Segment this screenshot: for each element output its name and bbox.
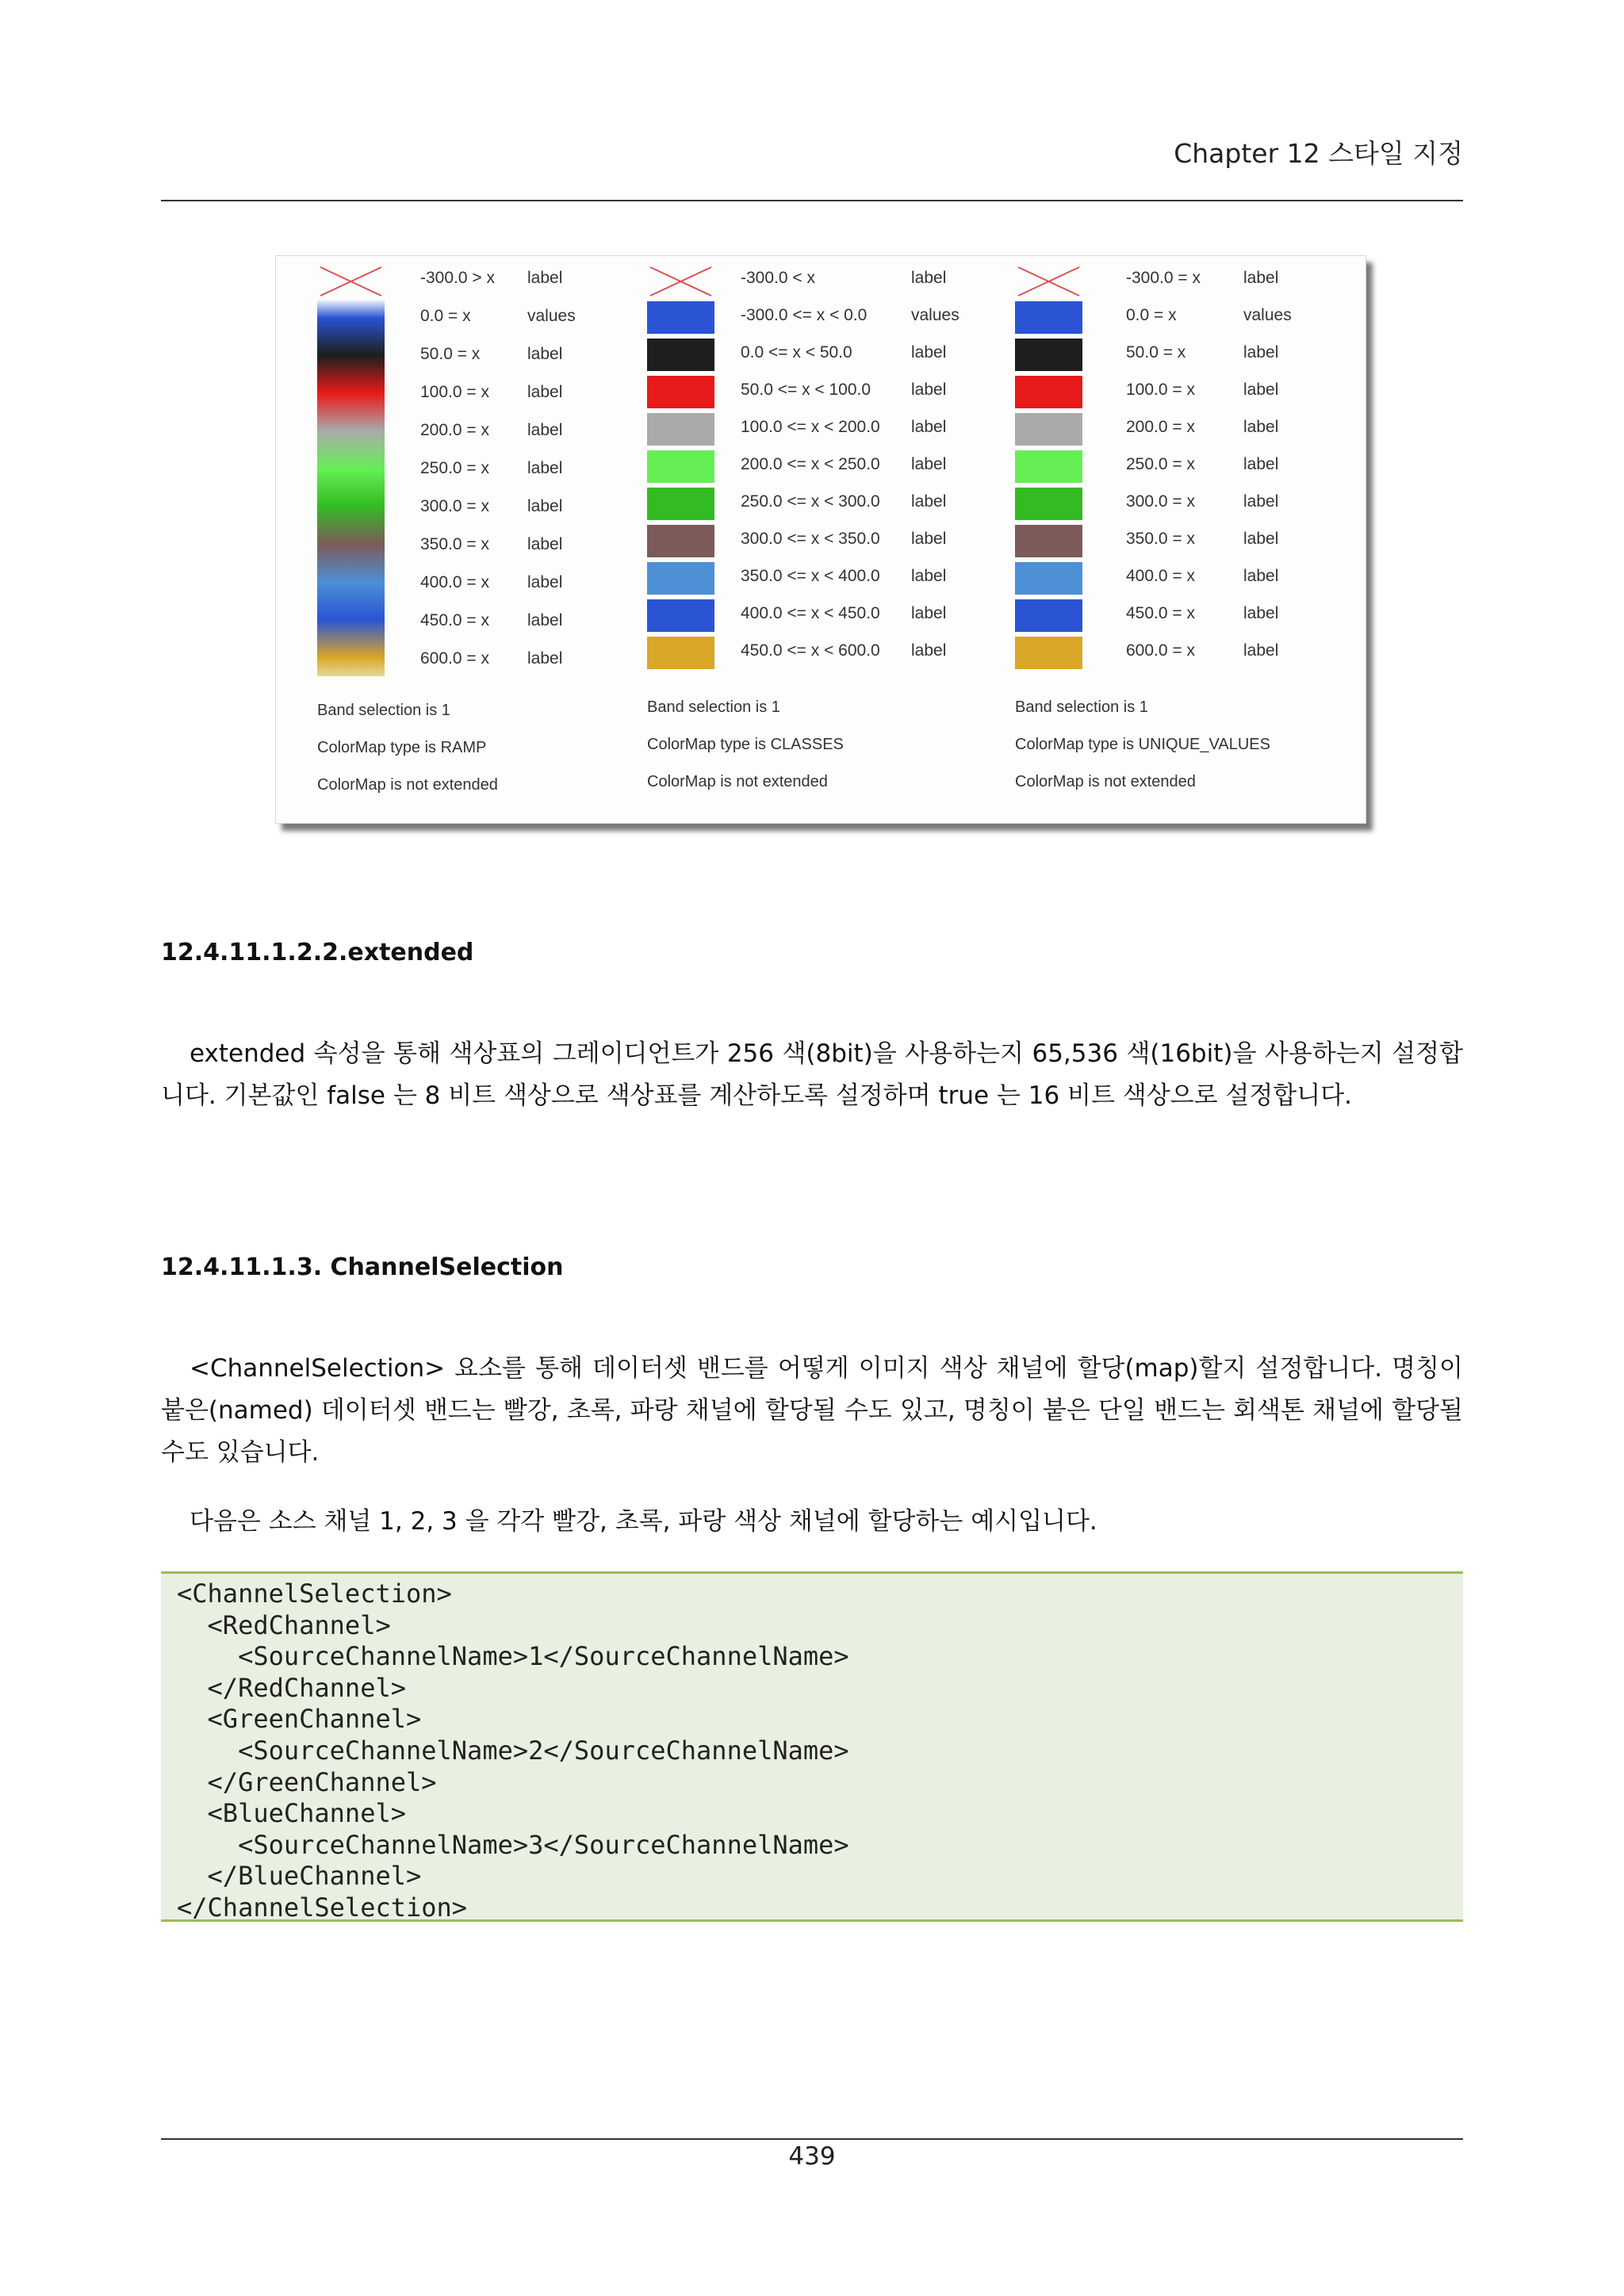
- legend-label: values: [1243, 306, 1292, 324]
- legend-row: [1015, 376, 1348, 413]
- legend-label: label: [911, 530, 947, 548]
- legend-label: label: [527, 459, 563, 477]
- legend-label: label: [527, 535, 563, 553]
- color-swatch: [1015, 637, 1082, 669]
- code-line: <SourceChannelName>1</SourceChannelName>: [177, 1641, 849, 1672]
- color-swatch: [1015, 525, 1082, 557]
- legend-row: [1015, 562, 1348, 599]
- legend-condition: 200.0 = x: [1126, 418, 1195, 436]
- legend-row: [647, 376, 980, 413]
- legend-row: [647, 562, 980, 599]
- legend-condition: 50.0 = x: [1126, 343, 1186, 362]
- legend-condition: 250.0 = x: [1126, 455, 1195, 473]
- legend-row: [1015, 599, 1348, 637]
- legend-condition: 450.0 = x: [1126, 604, 1195, 622]
- legend-row: [1015, 525, 1348, 562]
- legend-label: label: [911, 381, 947, 399]
- legend-condition: 300.0 <= x < 350.0: [741, 530, 880, 548]
- legend-label: label: [527, 345, 563, 363]
- paragraph-extended: extended 속성을 통해 색상표의 그레이디언트가 256 색(8bit)을 사용하는지 65,536 색(16bit)을 사용하는지 설정합니다. 기본값인 false 는 8 비트 색상으로 색상표를 계산하도록 설정하며 true 는 16 비트 색상으로 설정합니다.: [161, 1039, 1463, 1110]
- code-line: <RedChannel>: [177, 1609, 391, 1640]
- legend-label: label: [527, 573, 563, 591]
- color-swatch: [647, 413, 714, 446]
- color-swatch: [647, 301, 714, 334]
- color-swatch: [647, 525, 714, 557]
- legend-label: label: [1243, 269, 1279, 287]
- legend-row: [647, 413, 980, 450]
- legend-label: label: [911, 604, 947, 622]
- legend-row: [1015, 488, 1348, 525]
- legend-condition: 200.0 = x: [420, 421, 489, 439]
- color-swatch: [1015, 599, 1082, 632]
- legend-row: [647, 525, 980, 562]
- legend-label: label: [527, 383, 563, 401]
- color-swatch: [1015, 376, 1082, 408]
- legend-condition: 350.0 = x: [420, 535, 489, 553]
- colormap-legend-figure: [275, 255, 1366, 824]
- legend-label: values: [911, 306, 959, 324]
- code-line: <SourceChannelName>3</SourceChannelName>: [177, 1829, 849, 1860]
- no-data-x-icon: [317, 264, 385, 299]
- legend-info-text: ColorMap type is RAMP: [317, 739, 487, 756]
- legend-label: label: [1243, 641, 1279, 660]
- no-data-x-icon: [647, 264, 714, 299]
- legend-condition: 300.0 = x: [1126, 492, 1195, 511]
- color-swatch: [647, 450, 714, 483]
- legend-label: label: [911, 492, 947, 511]
- color-swatch: [1015, 488, 1082, 520]
- code-line: </RedChannel>: [177, 1672, 406, 1703]
- legend-label: label: [527, 269, 563, 287]
- code-line: <ChannelSelection>: [177, 1578, 452, 1609]
- legend-label: label: [1243, 530, 1279, 548]
- legend-condition: 350.0 = x: [1126, 530, 1195, 548]
- legend-label: label: [911, 418, 947, 436]
- legend-label: label: [911, 455, 947, 473]
- legend-condition: 300.0 = x: [420, 497, 489, 515]
- legend-condition: 450.0 <= x < 600.0: [741, 641, 880, 660]
- color-swatch: [1015, 301, 1082, 334]
- legend-label: label: [527, 421, 563, 439]
- color-swatch: [1015, 562, 1082, 595]
- legend-label: label: [1243, 567, 1279, 585]
- heading-channel-selection: 12.4.11.1.3. ChannelSelection: [161, 1253, 564, 1281]
- legend-info-text: ColorMap is not extended: [647, 773, 828, 790]
- legend-condition: 400.0 = x: [420, 573, 489, 591]
- legend-condition: 0.0 = x: [1126, 306, 1177, 324]
- color-swatch: [1015, 339, 1082, 371]
- legend-condition: 100.0 = x: [420, 383, 489, 401]
- legend-condition: 600.0 = x: [420, 649, 489, 668]
- legend-label: label: [1243, 343, 1279, 362]
- color-swatch: [647, 339, 714, 371]
- page-number: 439: [788, 2142, 836, 2171]
- code-block: [161, 1571, 1463, 1922]
- legend-condition: 200.0 <= x < 250.0: [741, 455, 880, 473]
- legend-condition: 450.0 = x: [420, 611, 489, 629]
- legend-condition: -300.0 <= x < 0.0: [741, 306, 868, 324]
- legend-info-text: ColorMap is not extended: [317, 776, 498, 794]
- legend-label: label: [527, 497, 563, 515]
- legend-row: [1015, 339, 1348, 376]
- legend-label: label: [911, 567, 947, 585]
- code-line: </GreenChannel>: [177, 1766, 437, 1797]
- legend-condition: -300.0 = x: [1126, 269, 1201, 287]
- legend-row: [317, 264, 579, 302]
- legend-row: [647, 264, 980, 301]
- paragraph-channel-selection: <ChannelSelection> 요소를 통해 데이터셋 밴드를 어떻게 이미지 색상 채널에 할당(map)할지 설정합니다. 명칭이 붙은(named) 데이터셋 밴드는 빨강, 초록, 파랑 채널에 할당될 수도 있고, 명칭이 붙은 단일 밴드는 회색톤 채널에 할당될 수도 있습니다.: [161, 1354, 1463, 1467]
- no-data-x-icon: [1015, 264, 1082, 299]
- color-swatch: [647, 488, 714, 520]
- heading-extended: 12.4.11.1.2.2.extended: [161, 939, 474, 966]
- legend-condition: -300.0 > x: [420, 269, 495, 287]
- legend-info-text: ColorMap is not extended: [1015, 773, 1196, 790]
- legend-row: [647, 599, 980, 637]
- legend-label: label: [527, 611, 563, 629]
- legend-info-text: Band selection is 1: [317, 702, 450, 719]
- legend-condition: 250.0 <= x < 300.0: [741, 492, 880, 511]
- legend-condition: 400.0 = x: [1126, 567, 1195, 585]
- code-line: </BlueChannel>: [177, 1861, 422, 1892]
- code-line: <GreenChannel>: [177, 1704, 422, 1735]
- legend-condition: 0.0 = x: [420, 307, 471, 325]
- legend-condition: 0.0 <= x < 50.0: [741, 343, 852, 362]
- legend-label: label: [1243, 492, 1279, 511]
- legend-row: [647, 488, 980, 525]
- legend-label: label: [1243, 381, 1279, 399]
- legend-label: values: [527, 307, 576, 325]
- legend-label: label: [527, 649, 563, 668]
- color-swatch: [1015, 413, 1082, 446]
- legend-condition: 50.0 = x: [420, 345, 481, 363]
- legend-condition: -300.0 < x: [741, 269, 815, 287]
- chapter-header: Chapter 12 스타일 지정: [1174, 138, 1463, 169]
- color-swatch: [647, 599, 714, 632]
- legend-row: [647, 450, 980, 488]
- legend-label: label: [911, 641, 947, 660]
- legend-row: [1015, 413, 1348, 450]
- legend-info-text: Band selection is 1: [647, 698, 780, 716]
- legend-label: label: [1243, 418, 1279, 436]
- legend-condition: 250.0 = x: [420, 459, 489, 477]
- legend-condition: 100.0 = x: [1126, 381, 1195, 399]
- legend-condition: 350.0 <= x < 400.0: [741, 567, 880, 585]
- legend-label: label: [1243, 455, 1279, 473]
- legend-row: [647, 637, 980, 674]
- color-swatch: [647, 376, 714, 408]
- legend-row: [1015, 637, 1348, 674]
- legend-row: [647, 339, 980, 376]
- code-line: <BlueChannel>: [177, 1798, 406, 1829]
- legend-classes: [647, 264, 980, 790]
- legend-info-text: Band selection is 1: [1015, 698, 1148, 716]
- legend-ramp: [317, 264, 579, 794]
- legend-condition: 100.0 <= x < 200.0: [741, 418, 880, 436]
- legend-info-text: ColorMap type is UNIQUE_VALUES: [1015, 736, 1270, 753]
- code-line: </ChannelSelection>: [177, 1892, 468, 1923]
- color-swatch: [647, 562, 714, 595]
- legend-row: [1015, 450, 1348, 488]
- legend-label: label: [911, 269, 947, 287]
- legend-label: label: [1243, 604, 1279, 622]
- legend-row: [647, 301, 980, 339]
- color-swatch: [647, 637, 714, 669]
- legend-condition: 400.0 <= x < 450.0: [741, 604, 880, 622]
- legend-row: [1015, 301, 1348, 339]
- header-rule: [161, 200, 1463, 201]
- legend-condition: 600.0 = x: [1126, 641, 1195, 660]
- code-line: <SourceChannelName>2</SourceChannelName>: [177, 1735, 849, 1766]
- legend-label: label: [911, 343, 947, 362]
- ramp-gradient-bar: [317, 299, 385, 676]
- color-swatch: [1015, 450, 1082, 483]
- legend-row: [1015, 264, 1348, 301]
- legend-condition: 50.0 <= x < 100.0: [741, 381, 871, 399]
- paragraph-channel-example: 다음은 소스 채널 1, 2, 3 을 각각 빨강, 초록, 파랑 색상 채널에 할당하는 예시입니다.: [190, 1507, 1097, 1536]
- legend-info-text: ColorMap type is CLASSES: [647, 736, 844, 753]
- legend-unique-values: [1015, 264, 1348, 790]
